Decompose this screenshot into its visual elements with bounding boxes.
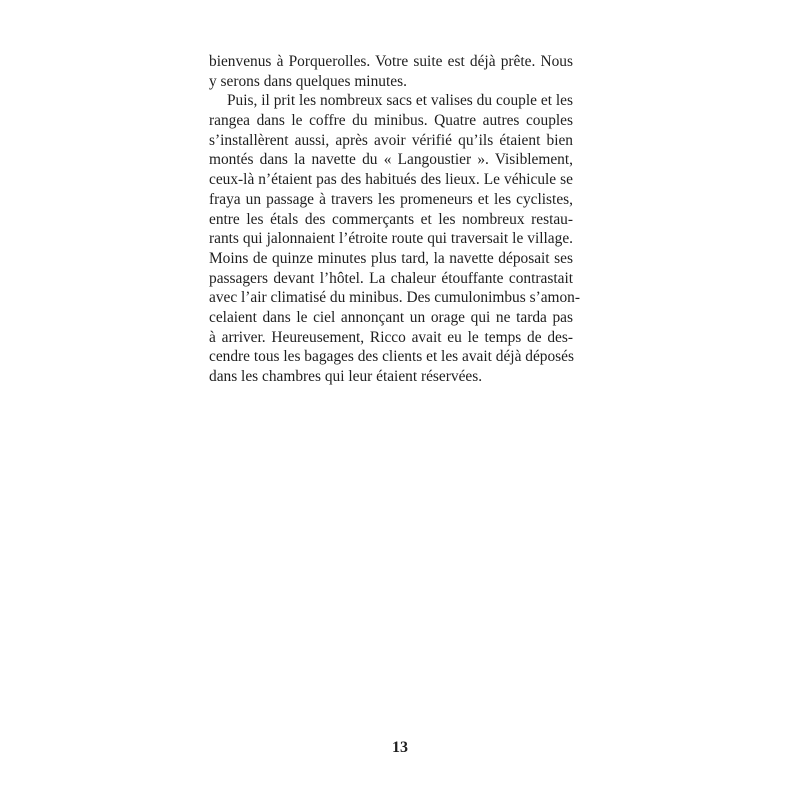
paragraph-1 bbox=[209, 52, 573, 91]
text-line: Puis, il prit les nombreux sacs et valises du couple et les bbox=[227, 92, 573, 110]
paragraph-2 bbox=[209, 91, 581, 386]
text-line: y serons dans quelques minutes. bbox=[209, 72, 407, 90]
text-line: à arriver. Heureusement, Ricco avait eu le temps de des- bbox=[209, 328, 573, 346]
page-number: 13 bbox=[392, 739, 408, 756]
text-line: montés dans la navette du « Langoustier ». Visiblement, bbox=[209, 151, 573, 169]
text-line: avec l’air climatisé du minibus. Des cumulonimbus s’amon- bbox=[209, 289, 581, 307]
body-text bbox=[209, 52, 581, 387]
text-line: dans les chambres qui leur étaient réservées. bbox=[209, 368, 483, 385]
text-line: rants qui jalonnaient l’étroite route qui traversait le village. bbox=[209, 230, 573, 248]
text-line: s’installèrent aussi, après avoir vérifié qu’ils étaient bien bbox=[209, 131, 573, 149]
text-line: celaient dans le ciel annonçant un orage qui ne tarda pas bbox=[209, 308, 573, 326]
text-line: rangea dans le coffre du minibus. Quatre autres couples bbox=[209, 112, 573, 130]
text-line: fraya un passage à travers les promeneurs et les cyclistes, bbox=[209, 190, 573, 208]
text-line: entre les étals des commerçants et les nombreux restau- bbox=[209, 210, 573, 228]
text-line: cendre tous les bagages des clients et les avait déjà déposés bbox=[209, 348, 574, 366]
text-line: passagers devant l’hôtel. La chaleur étouffante contrastait bbox=[209, 269, 573, 287]
text-line: ceux-là n’étaient pas des habitués des lieux. Le véhicule se bbox=[209, 171, 573, 189]
text-line: bienvenus à Porquerolles. Votre suite est déjà prête. Nous bbox=[209, 53, 573, 70]
text-line: Moins de quinze minutes plus tard, la navette déposait ses bbox=[209, 249, 573, 267]
